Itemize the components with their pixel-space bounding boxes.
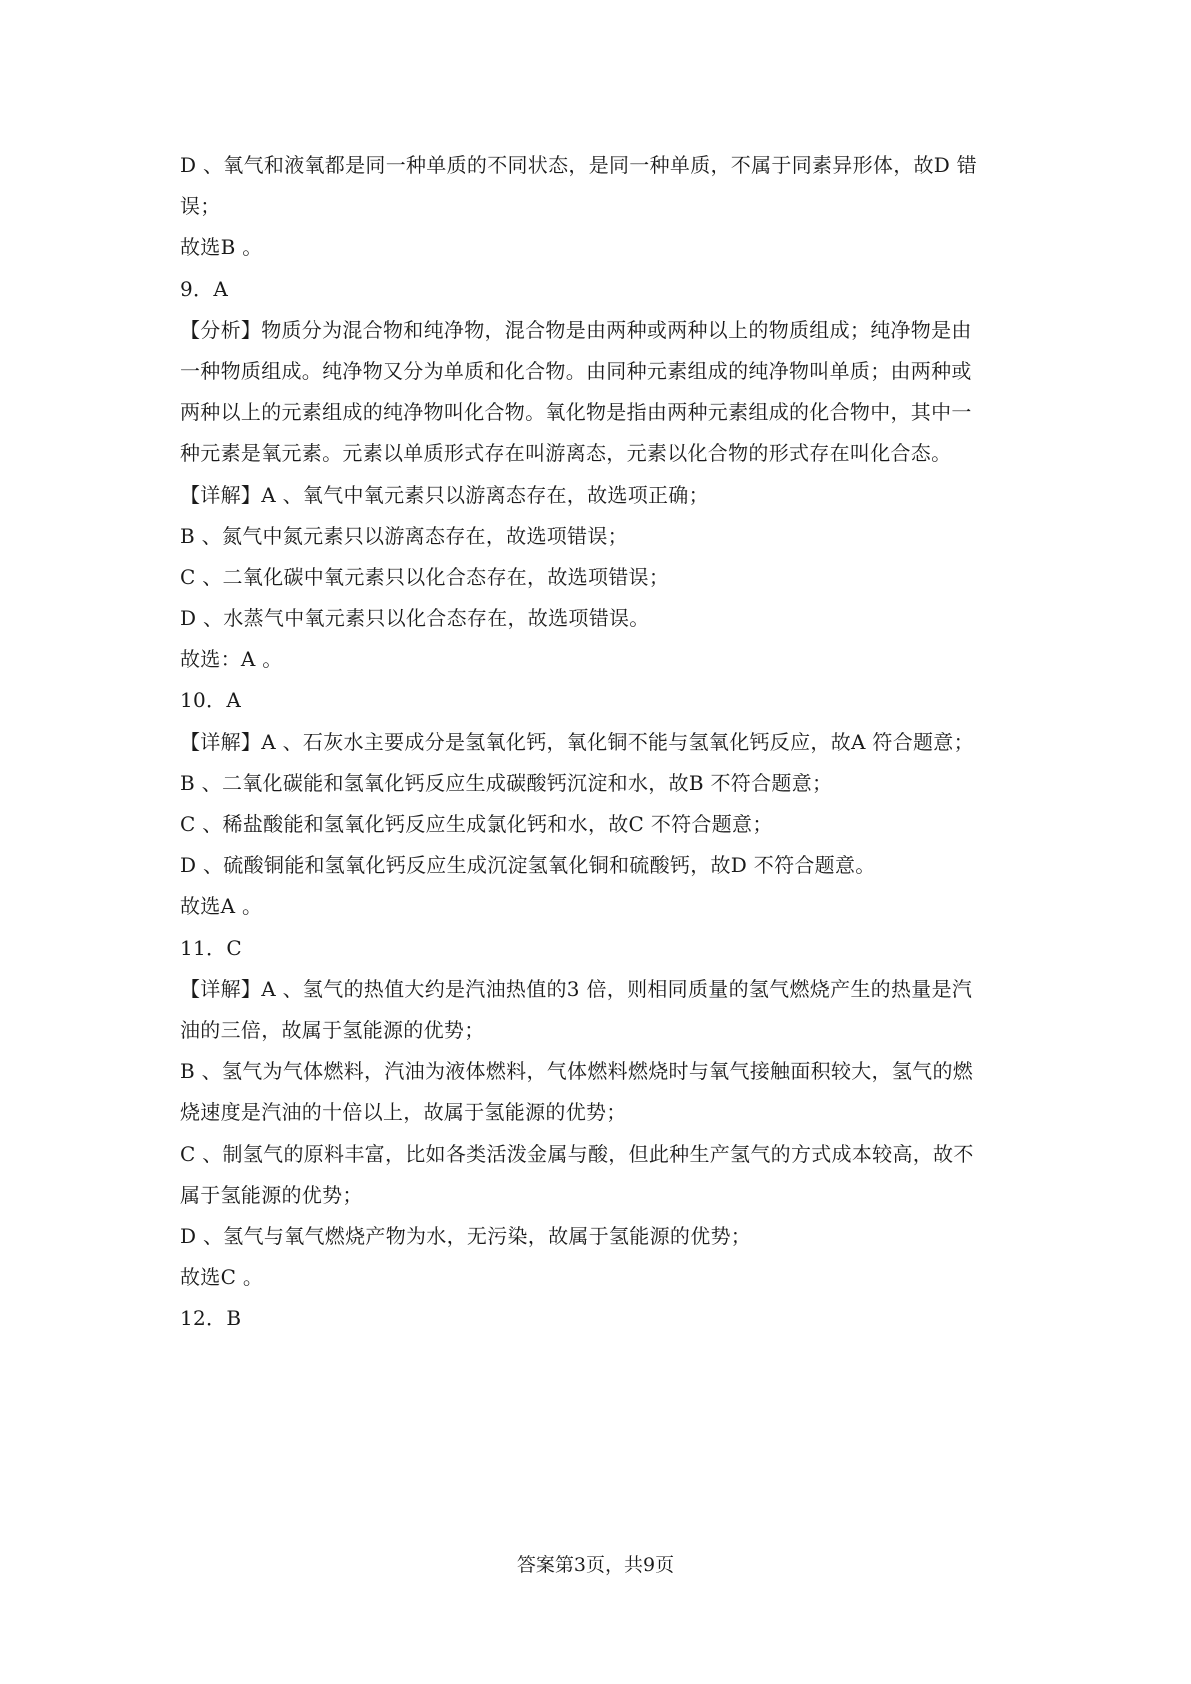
document-body (180, 145, 1000, 1339)
text-line: B 、氮气中氮元素只以游离态存在，故选项错误； (180, 523, 628, 548)
text-line: 【详解】A 、氢气的热值大约是汽油热值的3 倍，则相同质量的氢气燃烧产生的热量是汽 (180, 976, 973, 1001)
question-number: 9．A (180, 276, 229, 301)
text-line: 【分析】物质分为混合物和纯净物，混合物是由两种或两种以上的物质组成；纯净物是由 (180, 317, 972, 342)
text-line: 故选A 。 (180, 894, 263, 919)
question-number: 10．A (180, 688, 242, 713)
text-line: 【详解】A 、氧气中氧元素只以游离态存在，故选项正确； (180, 482, 709, 507)
text-line: 一种物质组成。纯净物又分为单质和化合物。由同种元素组成的纯净物叫单质；由两种或 (180, 358, 972, 383)
text-line: C 、二氧化碳中氧元素只以化合态存在，故选项错误； (180, 564, 670, 589)
text-line: 两种以上的元素组成的纯净物叫化合物。氧化物是指由两种元素组成的化合物中，其中一 (180, 400, 972, 425)
text-line: 【详解】A 、石灰水主要成分是氢氧化钙，氧化铜不能与氢氧化钙反应，故A 符合题意； (180, 729, 974, 754)
text-line: B 、氢气为气体燃料，汽油为液体燃料，气体燃料燃烧时与氧气接触面积较大，氢气的燃 (180, 1059, 974, 1084)
page-footer: 答案第3页，共9页 (516, 1554, 675, 1576)
text-line: D 、水蒸气中氧元素只以化合态存在，故选项错误。 (180, 606, 650, 631)
question-number: 11．C (180, 935, 242, 960)
text-line: C 、稀盐酸能和氢氧化钙反应生成氯化钙和水，故C 不符合题意； (180, 812, 773, 836)
text-line: 误； (180, 194, 221, 219)
question-number: 12．B (180, 1306, 242, 1331)
text-line: B 、二氧化碳能和氢氧化钙反应生成碳酸钙沉淀和水，故B 不符合题意； (180, 770, 833, 795)
text-line: D 、氧气和液氧都是同一种单质的不同状态，是同一种单质，不属于同素异形体，故D 错 (180, 153, 978, 177)
text-line: 种元素是氧元素。元素以单质形式存在叫游离态，元素以化合物的形式存在叫化合态。 (180, 441, 952, 466)
text-line: C 、制氢气的原料丰富，比如各类活泼金属与酸，但此种生产氢气的方式成本较高，故不 (180, 1141, 974, 1166)
text-line: 油的三倍，故属于氢能源的优势； (180, 1017, 485, 1042)
text-line: 故选B 。 (180, 235, 263, 260)
text-line: 烧速度是汽油的十倍以上，故属于氢能源的优势； (180, 1100, 627, 1125)
text-line: D 、硫酸铜能和氢氧化钙反应生成沉淀氢氧化铜和硫酸钙，故D 不符合题意。 (180, 853, 876, 878)
text-line: 属于氢能源的优势； (180, 1182, 363, 1207)
text-line: 故选C 。 (180, 1265, 264, 1290)
text-line: 故选：A 。 (180, 647, 283, 672)
text-line: D 、氢气与氧气燃烧产物为水，无污染，故属于氢能源的优势； (180, 1223, 752, 1248)
